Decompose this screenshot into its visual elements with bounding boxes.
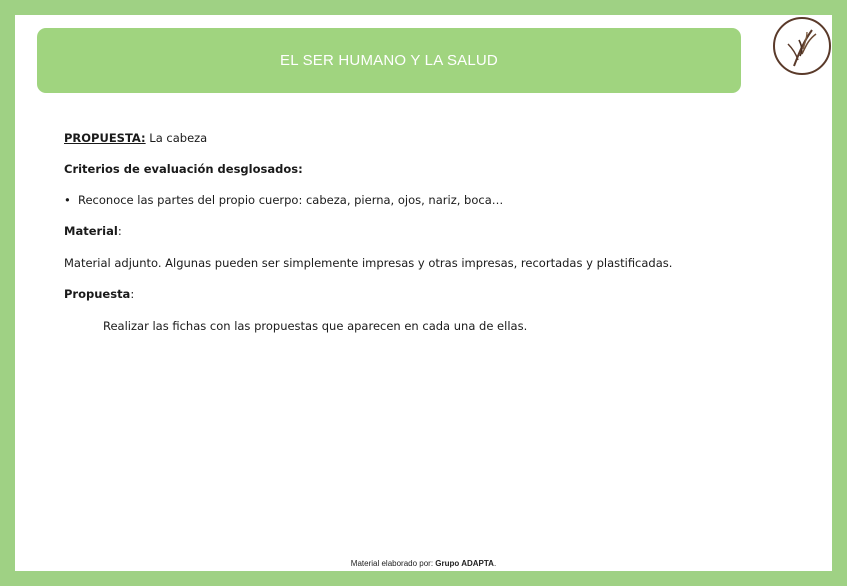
banner-title: EL SER HUMANO Y LA SALUD — [280, 52, 498, 69]
propuesta2-text: Realizar las fichas con las propuestas que aparecen en cada una de ellas. — [103, 319, 528, 333]
material-colon: : — [117, 224, 122, 238]
material-label: Material — [64, 224, 118, 238]
footer-prefix: Material elaborado por: — [350, 559, 436, 568]
propuesta-line — [64, 131, 207, 145]
propuesta-label: PROPUESTA: — [64, 131, 146, 145]
criterio-list-item — [64, 193, 503, 207]
bullet-icon: • — [64, 193, 71, 207]
footer-author: Grupo ADAPTA — [435, 559, 494, 568]
document-page — [15, 15, 832, 571]
material-text: Material adjunto. Algunas pueden ser simplemente impresas y otras impresas, recortadas y plastificadas. — [64, 256, 673, 270]
criterio-text: Reconoce las partes del propio cuerpo: cabeza, pierna, ojos, nariz, boca… — [78, 193, 504, 207]
circle-emblem-icon — [772, 16, 832, 76]
propuesta-value: La cabeza — [145, 131, 208, 145]
material-heading — [64, 224, 122, 238]
propuesta2-label: Propuesta — [64, 287, 131, 301]
criterios-heading: Criterios de evaluación desglosados: — [64, 162, 303, 176]
footer-credit — [15, 559, 832, 568]
propuesta2-colon: : — [130, 287, 135, 301]
title-banner — [37, 28, 741, 93]
propuesta2-heading — [64, 287, 134, 301]
footer-suffix: . — [493, 559, 497, 568]
